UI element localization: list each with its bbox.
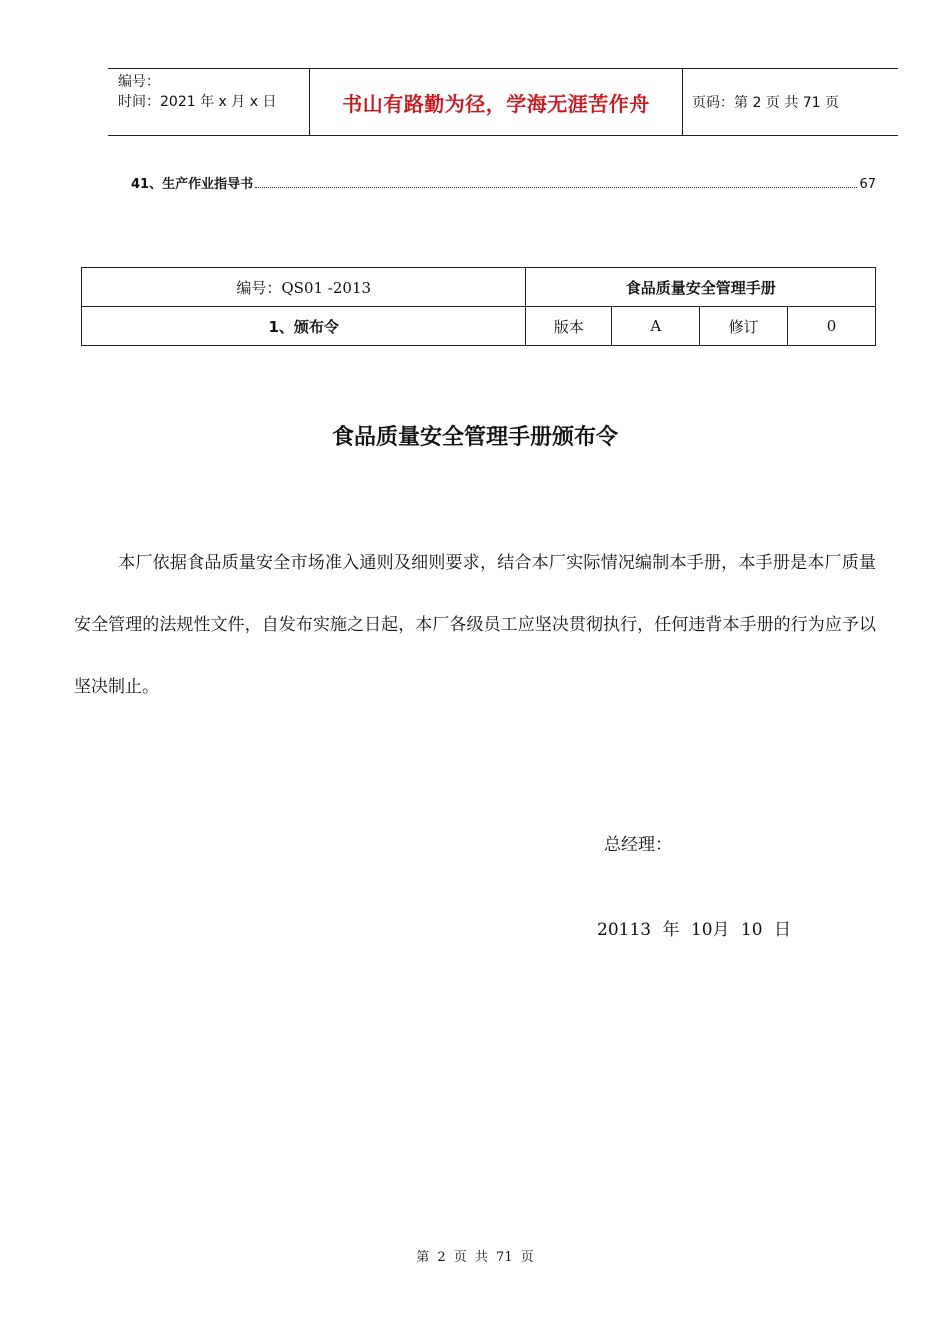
toc-entry-page: 67	[859, 177, 876, 192]
header-page-info: 页码：第 2 页 共 71 页	[692, 95, 839, 111]
document-code: 编号：QS01 -2013	[82, 268, 526, 307]
body-text: 本厂依据食品质量安全市场准入通则及细则要求，结合本厂实际情况编制本手册，本手册是本厂质量安全管理的法规性文件，自发布实施之日起，本厂各级员工应坚决贯彻执行，任何违背本手册的行为应予以坚决制止。	[74, 553, 876, 697]
issue-date: 20113 年 10月 10 日	[597, 920, 791, 940]
document-info-table	[81, 267, 876, 346]
manual-name: 食品质量安全管理手册	[526, 268, 876, 307]
header-motto: 书山有路勤为径，学海无涯苦作舟	[342, 91, 650, 116]
revision-value: 0	[788, 307, 876, 346]
header-time-label: 时间：2021 年 x 月 x 日	[118, 94, 277, 110]
page-footer: 第 2 页 共 71 页	[416, 1250, 534, 1265]
edition-label: 版本	[526, 307, 612, 346]
header-number-label: 编号：	[118, 74, 160, 90]
header-meta	[118, 72, 276, 112]
document-title: 食品质量安全管理手册颁布令	[331, 425, 618, 450]
section-title: 1、颁布令	[82, 307, 526, 346]
toc-entry-title: 41、生产作业指导书	[131, 177, 254, 192]
body-paragraph	[74, 532, 876, 718]
toc-entry[interactable]	[131, 173, 876, 192]
revision-label: 修订	[700, 307, 788, 346]
toc-leader-dots	[255, 186, 857, 188]
header-divider-right	[682, 68, 683, 136]
signer-label: 总经理：	[604, 835, 672, 855]
edition-value: A	[612, 307, 700, 346]
